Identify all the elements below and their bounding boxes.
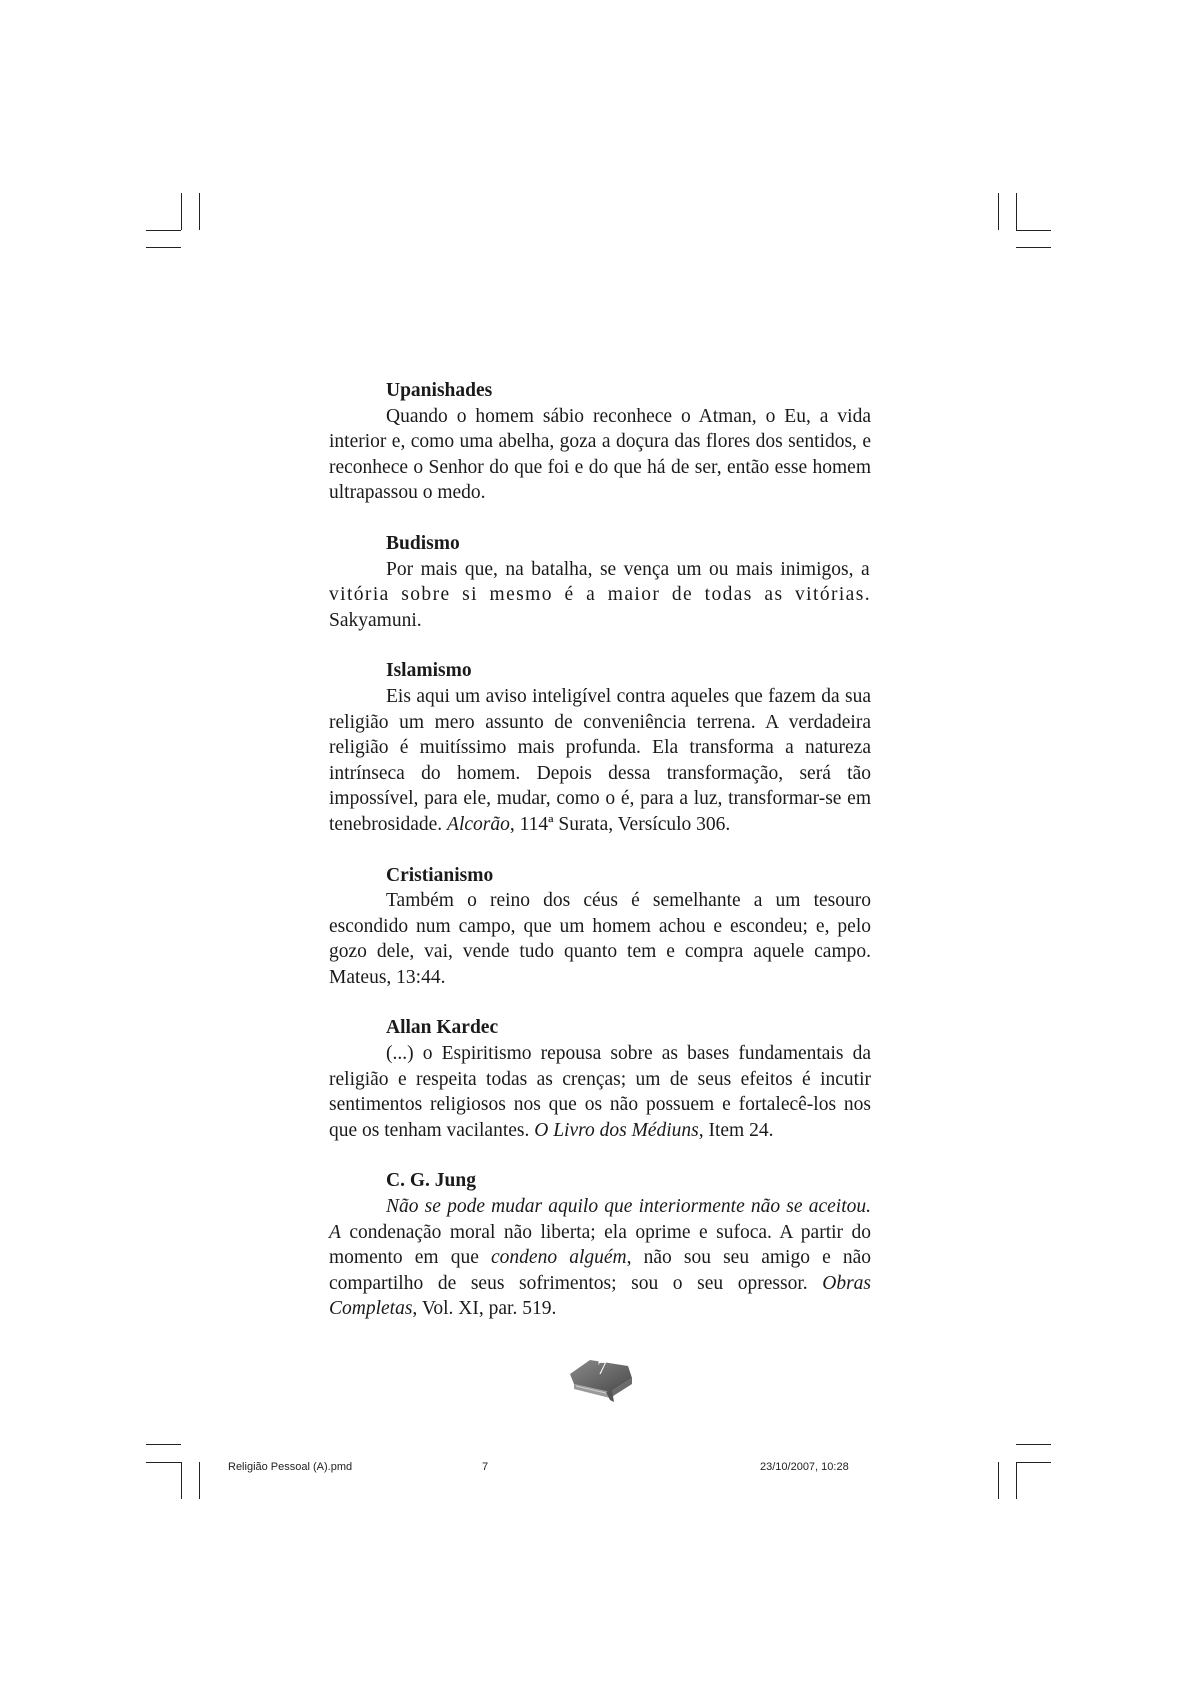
- source-title: Alcorão: [447, 813, 510, 835]
- source-title: O Livro dos Médiuns: [534, 1119, 699, 1141]
- section-heading: Budismo: [386, 532, 460, 554]
- text-body: (...) o Espiritismo repousa sobre as bases fundamentais da religião e respeita todas as crenças; um de seus efeitos é incutir sentimentos religiosos nos que os não possuem e fortalecê-los nos que os tenham vacilantes.: [329, 1043, 871, 1141]
- section-heading: Allan Kardec: [386, 1017, 499, 1039]
- page-number: 7: [597, 1358, 607, 1379]
- section-text: [329, 1041, 871, 1143]
- text-body: condenação moral não liberta; ela oprime e sufoca. A partir do momento em que: [329, 1221, 871, 1269]
- source-ref: , Vol. XI, par. 519.: [412, 1298, 557, 1320]
- footer-page: 7: [482, 1461, 489, 1473]
- crop-mark: [1016, 247, 1051, 248]
- footer-timestamp: 23/10/2007, 10:28: [760, 1461, 849, 1473]
- italic-phrase: condeno alguém: [491, 1247, 627, 1269]
- crop-mark: [1016, 230, 1051, 231]
- crop-mark: [146, 230, 181, 231]
- section-allan-kardec: [329, 1015, 871, 1143]
- page-body: [329, 378, 871, 1347]
- text-line-spaced: a vitória sobre si mesmo é a maior de todas as vitórias.: [329, 558, 871, 606]
- crop-mark: [1016, 1462, 1017, 1499]
- crop-mark: [146, 1462, 181, 1463]
- section-islamismo: [329, 658, 871, 837]
- text-body: , não sou seu amigo e não compartilho de seus sofrimentos; sou o seu opressor.: [329, 1247, 872, 1294]
- crop-mark: [998, 193, 999, 230]
- section-text: [329, 557, 871, 634]
- crop-mark: [1016, 193, 1017, 230]
- crop-mark: [1016, 1444, 1051, 1445]
- section-heading: Islamismo: [386, 660, 472, 682]
- section-heading: C. G. Jung: [386, 1170, 476, 1192]
- section-heading: Upanishades: [386, 380, 493, 401]
- text-line: Sakyamuni.: [329, 609, 422, 631]
- crop-mark: [199, 193, 200, 230]
- section-cristianismo: [329, 863, 871, 991]
- source-title: Obras Completas: [329, 1272, 871, 1320]
- crop-mark: [146, 1444, 181, 1445]
- crop-mark: [181, 1462, 182, 1499]
- page-number-badge: [566, 1352, 638, 1404]
- section-heading: Cristianismo: [386, 864, 494, 886]
- crop-mark: [199, 1462, 200, 1499]
- crop-mark: [998, 1462, 999, 1499]
- text-body: Eis aqui um aviso inteligível contra aqueles que fazem da sua religião um mero assunto de conveniência terrena. A verdadeira religião é muitíssimo mais profunda. Ela transforma a natureza intrínseca do homem. Depois dessa transformação, será tão impossível, para ele, mudar, como o é, para a luz, transformar-se em tenebrosidade.: [329, 685, 871, 835]
- crop-mark: [146, 247, 181, 248]
- section-text: [329, 1194, 871, 1322]
- section-text: Quando o homem sábio reconhece o Atman, o Eu, a vida interior e, como uma abelha, goza a doçura das flores dos sentidos, e reconhece o Senhor do que foi e do que há de ser, então esse homem ultrapassou o medo.: [329, 405, 871, 504]
- text-line: Por mais que, na batalha, se vença um ou mais inimigos,: [386, 558, 854, 580]
- section-text: [329, 684, 871, 838]
- section-text: Também o reino dos céus é semelhante a um tesouro escondido num campo, que um homem achou e escondeu; e, pelo gozo dele, vai, vende tudo quanto tem e compra aquele campo. Mateus, 13:44.: [329, 890, 871, 988]
- section-upanishades: [329, 378, 871, 506]
- footer-filename: Religião Pessoal (A).pmd: [228, 1461, 353, 1473]
- crop-mark: [181, 193, 182, 230]
- section-jung: [329, 1168, 871, 1322]
- section-budismo: [329, 531, 871, 633]
- source-ref: , Item 24.: [698, 1119, 774, 1141]
- crop-mark: [1016, 1462, 1051, 1463]
- italic-quote: Não se pode mudar aquilo que interiormente não se aceitou. A: [329, 1196, 871, 1243]
- source-ref: , 114ª Surata, Versículo 306.: [509, 813, 731, 835]
